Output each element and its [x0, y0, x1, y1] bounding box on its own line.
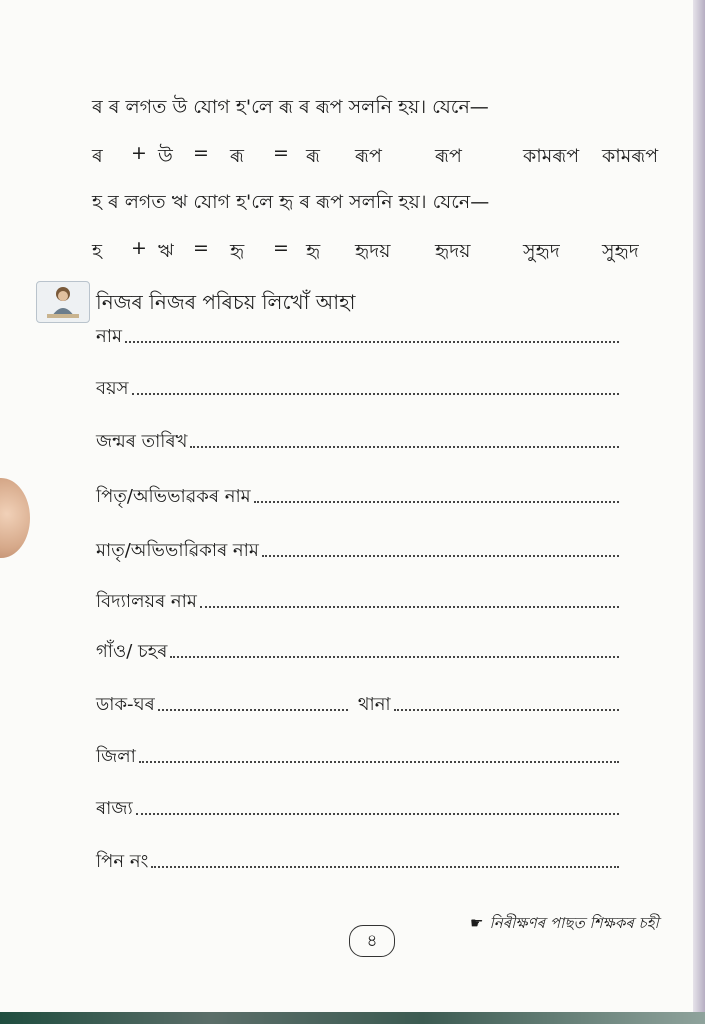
section-heading: নিজৰ নিজৰ পৰিচয় লিখোঁ আহা	[96, 290, 356, 314]
district-field[interactable]	[96, 738, 619, 768]
table-surface	[0, 1012, 705, 1024]
example-2-item: হৃদয়	[435, 240, 471, 262]
school-name-label: বিদ্যালয়ৰ নাম	[96, 591, 197, 612]
example-1-item: কামৰূপ	[602, 145, 659, 167]
example-1-item: উ	[158, 145, 173, 167]
police-station-label: থানা	[357, 694, 391, 715]
age-label: বয়স	[96, 378, 129, 399]
footer-note-text: নিৰীক্ষণৰ পাছত শিক্ষকৰ চহী	[489, 914, 659, 932]
example-2-item: হৃ	[230, 240, 245, 262]
example-1-item: ৰূপ	[355, 145, 382, 167]
fill-line[interactable]	[262, 554, 619, 557]
name-field[interactable]	[96, 318, 619, 348]
example-2-item: হৃদয়	[355, 240, 391, 262]
fill-line[interactable]	[136, 812, 619, 815]
village-city-label: গাঁও/ চহৰ	[96, 641, 168, 662]
example-1-item: =	[193, 142, 209, 164]
example-row-1	[0, 142, 693, 168]
fill-line[interactable]	[394, 708, 619, 711]
example-1-item: ৰূ	[230, 145, 244, 167]
district-label: জিলা	[96, 746, 136, 767]
example-1-item: ৰূ	[306, 145, 320, 167]
rule-text-1: ৰ ৰ লগত উ যোগ হ'লে ৰূ ৰ ৰূপ সলনি হয়। যেনে—	[92, 96, 489, 118]
fill-line[interactable]	[200, 605, 619, 608]
dob-field[interactable]	[96, 423, 619, 453]
example-1-item: +	[131, 142, 147, 164]
fill-line[interactable]	[190, 445, 619, 448]
state-field[interactable]	[96, 790, 619, 820]
example-2-item: সুহৃদ	[523, 240, 560, 262]
example-1-item: ৰূপ	[435, 145, 462, 167]
age-field[interactable]	[96, 370, 619, 400]
fill-line[interactable]	[158, 708, 348, 711]
fill-line[interactable]	[170, 655, 619, 658]
name-label: নাম	[96, 326, 122, 347]
pin-field[interactable]	[96, 843, 619, 873]
example-2-item: ঋ	[158, 240, 174, 262]
example-2-item: =	[273, 237, 289, 259]
village-city-field[interactable]	[96, 633, 619, 663]
example-2-item: হৃ	[306, 240, 321, 262]
state-label: ৰাজ্য	[96, 798, 133, 819]
fill-line[interactable]	[151, 865, 619, 868]
page-number: ৪	[349, 925, 395, 957]
dob-label: জন্মৰ তাৰিখ	[96, 431, 188, 452]
example-1-item: =	[273, 142, 289, 164]
example-1-item: কামৰূপ	[523, 145, 580, 167]
example-2-item: সুহৃদ	[602, 240, 639, 262]
rule-text-2: হ ৰ লগত ঋ যোগ হ'লে হৃ ৰ ৰূপ সলনি হয়। যেনে—	[92, 191, 490, 213]
example-2-item: =	[193, 237, 209, 259]
school-name-field[interactable]	[96, 583, 619, 613]
example-2-item: +	[131, 237, 147, 259]
fill-line[interactable]	[132, 392, 619, 395]
mother-name-field[interactable]	[96, 532, 619, 562]
example-row-2	[0, 237, 693, 263]
post-office-label: ডাক-ঘৰ	[96, 694, 155, 715]
book-spine	[693, 0, 705, 1024]
teacher-signature-note	[470, 912, 659, 937]
guardian-name-field[interactable]	[96, 478, 619, 508]
guardian-name-label: পিতৃ/অভিভাৱকৰ নাম	[96, 486, 251, 507]
example-1-item: ৰ	[92, 145, 103, 167]
fill-line[interactable]	[125, 340, 619, 343]
example-2-item: হ	[92, 240, 102, 262]
mother-name-label: মাতৃ/অভিভাৱিকাৰ নাম	[96, 540, 259, 561]
post-office-field[interactable]	[96, 686, 619, 716]
fill-line[interactable]	[139, 760, 619, 763]
pointing-hand-icon: ☛	[470, 914, 484, 932]
fill-line[interactable]	[254, 500, 619, 503]
pin-label: পিন নং	[96, 851, 149, 872]
child-writing-icon	[36, 281, 90, 323]
